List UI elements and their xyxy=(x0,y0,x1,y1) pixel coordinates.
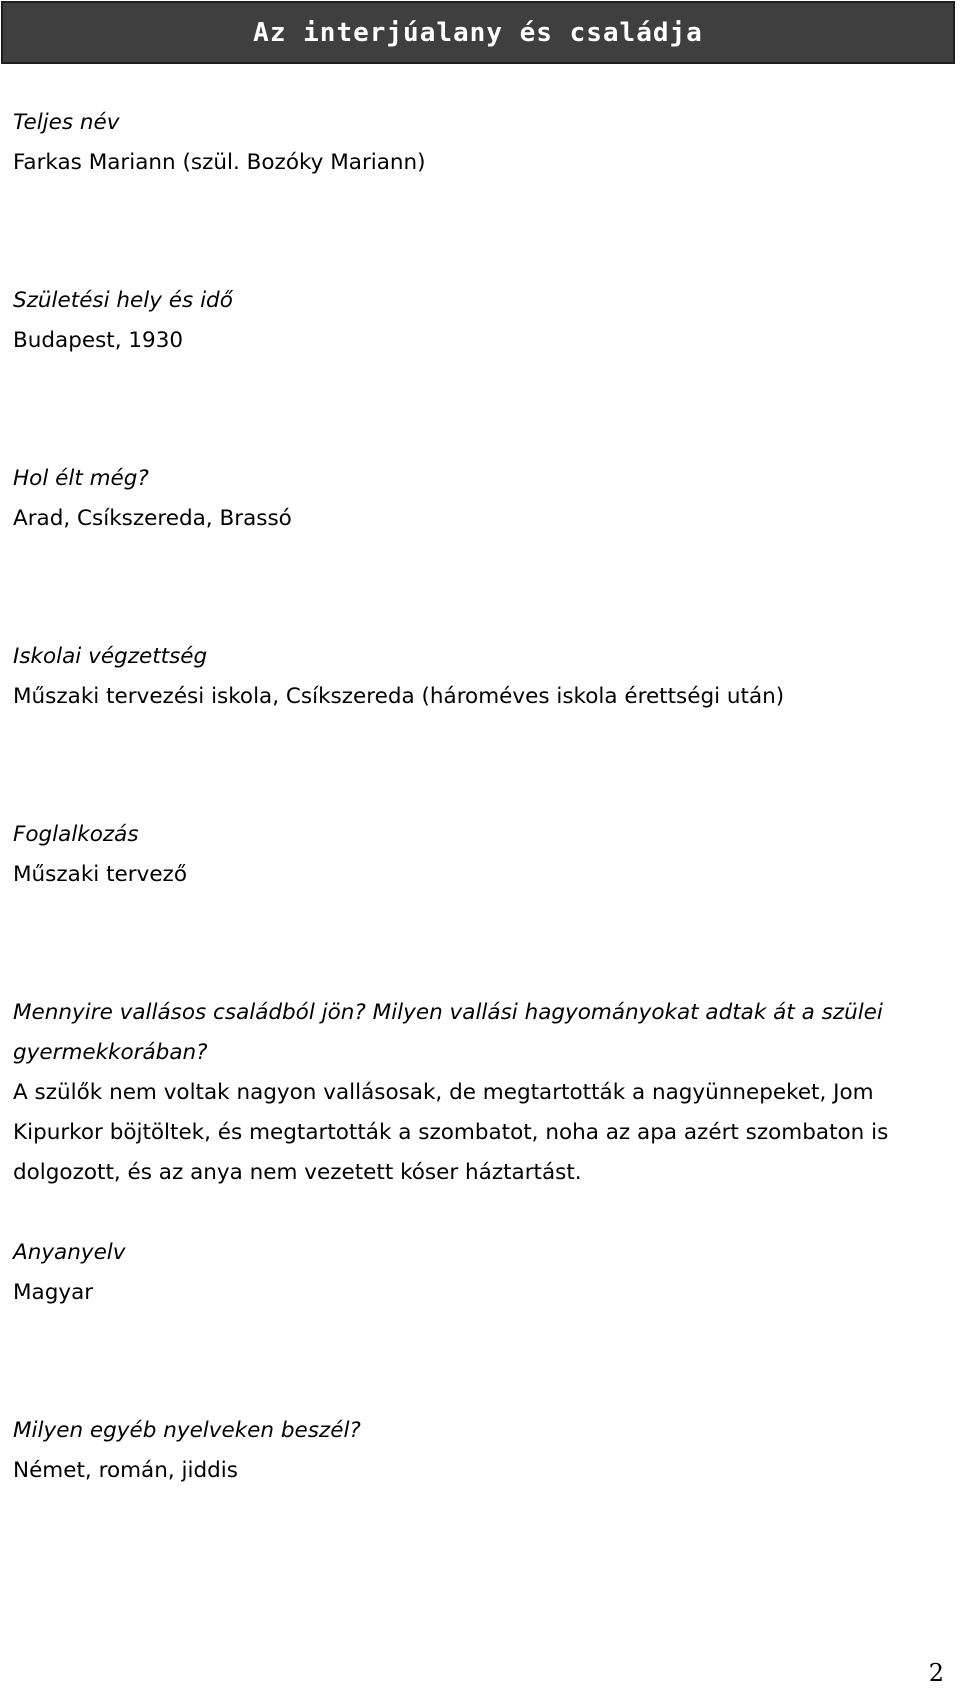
field-occupation xyxy=(13,815,943,895)
field-birth-place-date xyxy=(13,281,943,361)
field-other-languages xyxy=(13,1411,943,1491)
field-value: Műszaki tervezési iskola, Csíkszereda (hároméves iskola érettségi után) xyxy=(13,684,785,709)
field-label: Születési hely és idő xyxy=(13,288,233,313)
field-mother-tongue xyxy=(13,1233,943,1313)
field-label: Mennyire vallásos családból jön? Milyen vallási hagyományokat adtak át a szülei gyermekkorában? xyxy=(13,1000,883,1065)
field-label: Milyen egyéb nyelveken beszél? xyxy=(13,1418,361,1443)
field-label: Anyanyelv xyxy=(13,1240,126,1265)
page-number: 2 xyxy=(928,1659,944,1687)
field-label: Foglalkozás xyxy=(13,822,139,847)
field-label: Hol élt még? xyxy=(13,466,149,491)
field-label: Teljes név xyxy=(13,110,120,135)
field-label: Iskolai végzettség xyxy=(13,644,208,669)
field-education xyxy=(13,637,943,717)
field-value: Arad, Csíkszereda, Brassó xyxy=(13,506,292,531)
field-religious-background xyxy=(13,993,943,1193)
field-value: Magyar xyxy=(13,1280,94,1305)
field-value: Német, román, jiddis xyxy=(13,1458,238,1483)
section-title: Az interjúalany és családja xyxy=(253,17,703,48)
section-header xyxy=(1,1,955,64)
field-other-residences xyxy=(13,459,943,539)
field-full-name xyxy=(13,103,943,183)
field-value: Farkas Mariann (szül. Bozóky Mariann) xyxy=(13,150,426,175)
field-value: A szülők nem voltak nagyon vallásosak, de megtartották a nagyünnepeket, Jom Kipurkor böjtöltek, és megtartották a szombatot, noha az apa azért szombaton is dolgozott, és az anya nem vezetett kóser háztartást. xyxy=(13,1080,889,1185)
field-value: Műszaki tervező xyxy=(13,862,187,887)
field-value: Budapest, 1930 xyxy=(13,328,184,353)
